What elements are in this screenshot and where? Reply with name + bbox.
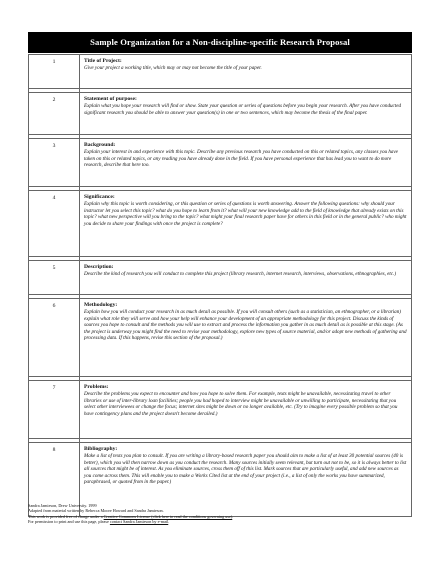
section-heading: Title of Project:: [84, 58, 122, 64]
contact-link[interactable]: contact Sandra Jamieson by e-mail: [109, 519, 169, 525]
section-text: Explain how you will conduct your research in as much detail as possible. If you will consult others (such as a statistician, an ethnographer, or a librarian) explain what role they will serve and how your help will enhance your development of an appropriate methodology for this project. Discuss the kinds of sources you hope to consult and the methods you will use to extract and process the information you gather in as much detail as is possible at this stage. (As the project is underway you might find the need to revise your methodology, explore new types of source material, and/or adopt new methods of gathering and processing data. If this happens, revise this section of the proposal.): [84, 309, 407, 342]
footer-author: Sandra Jamieson, Drew University. 1999: [28, 503, 97, 508]
section-heading: Significance:: [84, 194, 115, 200]
footer-permission-pre: For permission to print and use this page, please: [28, 519, 110, 525]
section-heading: Background:: [84, 142, 116, 148]
section-text: Explain what you hope your research will find or show. State your question or series of questions before you begin your research. After you have conducted significant research you should be able to answer your question(s) in one or two sentences, which may become the thesis of the final paper.: [84, 103, 402, 116]
footer-permission: [28, 519, 412, 524]
section-body: [80, 139, 412, 187]
section-text: Make a list of texts you plan to consult. If you are writing a library-based research paper you should aim to make a list of at least 30 potential sources (40 is better), which you will then narrow down as you conduct the research. Many sources initially seem relevant, but turn out not to be, so it is always better to list all sources that might be of interest. As you eliminate sources, cross them off of this list. Mark sources that are particularly useful, and add new sources as you come across them. This will enable you to make a Works Cited list at the end of your project (i.e., a list of only the works you have summarized, paraphrased, or quoted from in the paper.): [84, 453, 407, 486]
section-number: 8: [29, 443, 80, 517]
section-number: 3: [29, 139, 80, 187]
section-body: [80, 261, 412, 295]
section-heading: Statement of purpose:: [84, 96, 137, 102]
section-number: 2: [29, 93, 80, 135]
page-title: Sample Organization for a Non-discipline-specific Research Proposal: [28, 32, 412, 53]
section-row: [29, 191, 412, 257]
proposal-table: [28, 54, 412, 517]
footer: [28, 503, 412, 525]
proposal-page: [28, 32, 412, 517]
section-row: [29, 55, 412, 89]
section-heading: Problems:: [84, 384, 109, 390]
section-text: Explain your interest in and experience with this topic. Describe any previous research you have conducted on this or related topics, any classes you have taken on this or related topics, or any reading you have already done in the field. If you have personal experience that has lead you to want to do more research, describe that here too.: [84, 149, 398, 169]
section-text: Explain why this topic is worth considering, or this question or series of questions is worth answering. Answer the following questions: why should your instructor let you select this topic? what do you hope to learn from it? what will your new knowledge add to the field of knowledge that already exists on this topic? what new perspective will you bring to the topic? what might your final research paper have for others in this field or in the general public? who might you decide to share your findings with once the project is complete?: [84, 201, 407, 227]
section-body: [80, 93, 412, 135]
section-body: [80, 381, 412, 439]
section-row: [29, 139, 412, 187]
section-text: Describe the problems you expect to encounter and how you hope to solve them. For example, texts might be unavailable, necessitating travel to other libraries or use of inter-library loan facilities; people you had hoped to interview might be unavailable or unwilling to participate, necessitating that you select other interviewees or change the focus; internet sites might be down or no longer available, etc. (Try to imagine every possible problem so that you have contingency plans and the project doesn't become derailed.): [84, 391, 398, 417]
footer-permission-post: .: [168, 519, 170, 525]
section-body: [80, 191, 412, 257]
section-heading: Bibliography:: [84, 446, 118, 452]
license-link[interactable]: Creative Commons License (click here to read the conditions governing use): [103, 513, 233, 519]
section-number: 1: [29, 55, 80, 89]
section-row: [29, 381, 412, 439]
section-text: Describe the kind of research you will conduct to complete this project (library research, internet research, interviews, observations, ethnographies, etc.): [84, 271, 397, 277]
section-heading: Description:: [84, 264, 114, 270]
section-text: Give your project a working title, which may or may not become the title of your paper.: [84, 65, 262, 71]
section-number: 7: [29, 381, 80, 439]
section-body: [80, 55, 412, 89]
section-row: [29, 299, 412, 377]
footer-license-post: .: [232, 513, 234, 519]
section-number: 4: [29, 191, 80, 257]
footer-adapted: Adapted from material written by Rebecca Moore Howard and Sandra Jamieson.: [28, 508, 164, 514]
section-row: [29, 93, 412, 135]
section-heading: Methodology:: [84, 302, 118, 308]
footer-license-pre: This work is provided free of charge under a: [28, 513, 104, 519]
section-number: 5: [29, 261, 80, 295]
section-body: [80, 299, 412, 377]
section-row: [29, 261, 412, 295]
section-number: 6: [29, 299, 80, 377]
